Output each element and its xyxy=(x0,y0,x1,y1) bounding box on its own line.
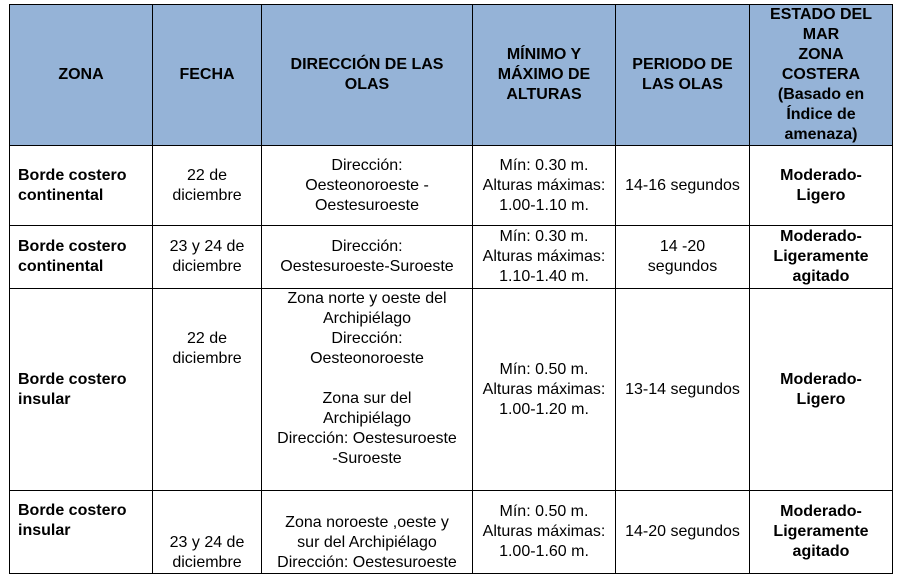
cell-fecha: 22 de diciembre xyxy=(153,146,262,226)
cell-fecha: 23 y 24 de diciembre xyxy=(153,491,262,574)
header-periodo: PERIODO DE LAS OLAS xyxy=(616,5,750,146)
cell-zona: Borde costero insular xyxy=(10,289,153,491)
cell-zona: Borde costero continental xyxy=(10,146,153,226)
header-row xyxy=(10,5,893,146)
cell-periodo: 14-20 segundos xyxy=(616,491,750,574)
cell-zona: Borde costero insular xyxy=(10,491,153,574)
cell-alturas: Mín: 0.30 m. Alturas máximas: 1.00-1.10 m. xyxy=(473,146,616,226)
cell-periodo: 13-14 segundos xyxy=(616,289,750,491)
header-direccion: DIRECCIÓN DE LAS OLAS xyxy=(262,5,473,146)
spacer xyxy=(265,369,469,389)
header-alturas: MÍNIMO Y MÁXIMO DE ALTURAS xyxy=(473,5,616,146)
table-row xyxy=(10,289,893,491)
cell-estado: Moderado- Ligero xyxy=(750,146,893,226)
header-estado: ESTADO DEL MAR ZONA COSTERA (Basado en Índice de amenaza) xyxy=(750,5,893,146)
header-fecha: FECHA xyxy=(153,5,262,146)
cell-alturas: Mín: 0.50 m. Alturas máximas: 1.00-1.60 m. xyxy=(473,491,616,574)
cell-direccion: Dirección: Oestesuroeste-Suroeste xyxy=(262,226,473,289)
forecast-table xyxy=(9,4,893,574)
cell-periodo: 14 -20 segundos xyxy=(616,226,750,289)
cell-direccion: Zona norte y oeste del Archipiélago Dirección: Oesteonoroeste Zona sur del Archipiélago Dirección: Oestesuroeste -Suroeste xyxy=(262,289,473,491)
table-row xyxy=(10,226,893,289)
header-zona: ZONA xyxy=(10,5,153,146)
cell-zona: Borde costero continental xyxy=(10,226,153,289)
cell-fecha: 22 de diciembre xyxy=(153,289,262,491)
cell-fecha: 23 y 24 de diciembre xyxy=(153,226,262,289)
cell-alturas: Mín: 0.50 m. Alturas máximas: 1.00-1.20 m. xyxy=(473,289,616,491)
cell-estado: Moderado- Ligeramente agitado xyxy=(750,226,893,289)
cell-direccion: Dirección: Oesteonoroeste - Oestesuroeste xyxy=(262,146,473,226)
table-row xyxy=(10,146,893,226)
cell-periodo: 14-16 segundos xyxy=(616,146,750,226)
cell-estado: Moderado- Ligero xyxy=(750,289,893,491)
cell-alturas: Mín: 0.30 m. Alturas máximas: 1.10-1.40 m. xyxy=(473,226,616,289)
cell-estado: Moderado- Ligeramente agitado xyxy=(750,491,893,574)
cell-direccion: Zona noroeste ,oeste y sur del Archipiélago Dirección: Oestesuroeste xyxy=(262,491,473,574)
table-row xyxy=(10,491,893,574)
